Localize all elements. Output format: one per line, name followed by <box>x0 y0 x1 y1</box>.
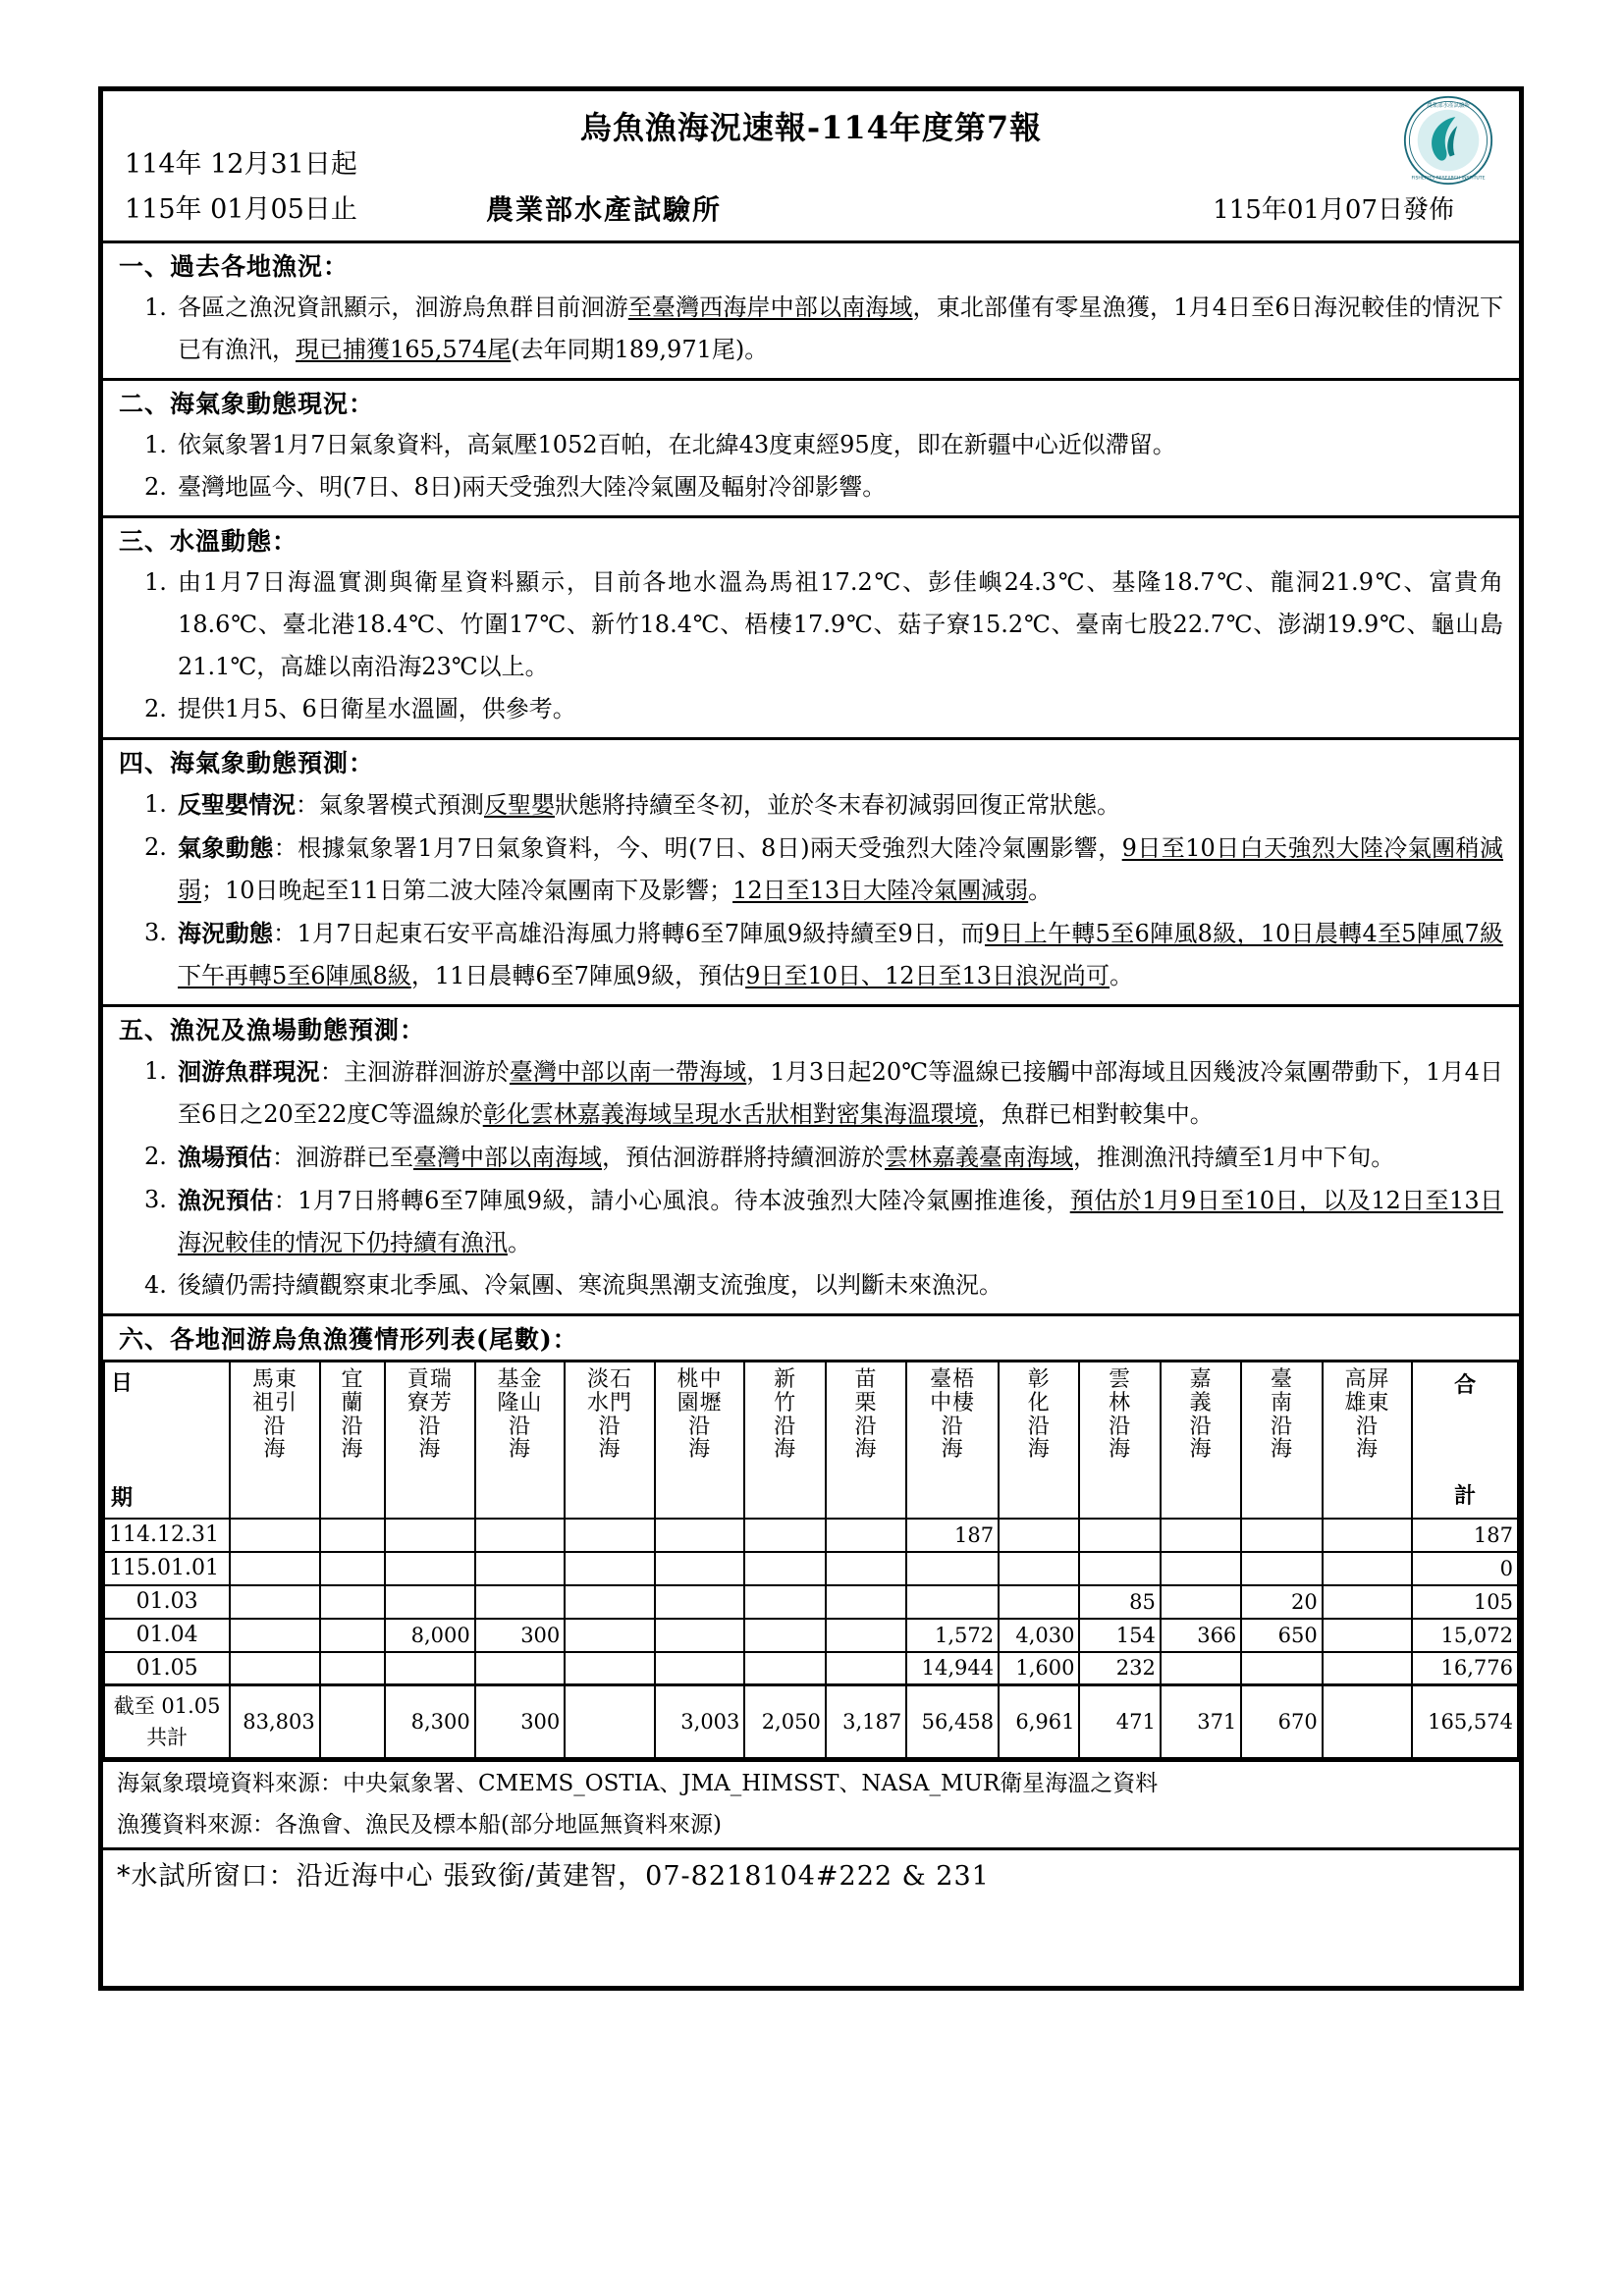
cell-catch-value: 1,572 <box>906 1619 999 1652</box>
cell-summary-value: 6,961 <box>999 1685 1079 1758</box>
col-header-date: 日 期 <box>104 1362 230 1519</box>
cell-catch-value <box>1323 1552 1413 1585</box>
list-item <box>119 561 1503 688</box>
cell-catch-value: 4,030 <box>999 1619 1079 1652</box>
cell-catch-value <box>565 1552 655 1585</box>
list-item <box>119 1050 1503 1136</box>
cell-catch-value <box>385 1585 475 1619</box>
table-row <box>104 1519 1518 1552</box>
cell-catch-value <box>1241 1652 1322 1685</box>
col-header-matsu-dongyin: 馬東 祖引 沿 海 <box>230 1362 320 1519</box>
cell-catch-value: 20 <box>1241 1585 1322 1619</box>
cell-catch-value <box>655 1585 745 1619</box>
table-row <box>104 1652 1518 1685</box>
cell-catch-value <box>1323 1652 1413 1685</box>
cell-catch-value <box>565 1585 655 1619</box>
col-header-taichung-wuqi: 臺梧 中棲 沿 海 <box>906 1362 999 1519</box>
col-header-kaohsiung-pingtung: 高屏 雄東 沿 海 <box>1323 1362 1413 1519</box>
cell-catch-value <box>744 1585 825 1619</box>
cell-catch-value: 154 <box>1079 1619 1160 1652</box>
cell-catch-value <box>655 1552 745 1585</box>
col-header-miaoli: 苗 栗 沿 海 <box>826 1362 906 1519</box>
cell-catch-value <box>565 1619 655 1652</box>
list-item-number: 1. <box>144 790 167 818</box>
cell-catch-value <box>1323 1519 1413 1552</box>
cell-catch-value: 8,000 <box>385 1619 475 1652</box>
cell-catch-value <box>385 1552 475 1585</box>
section-contact <box>103 1850 1519 1903</box>
cell-catch-value <box>1241 1519 1322 1552</box>
cell-summary-value <box>565 1685 655 1758</box>
col-header-changhua: 彰 化 沿 海 <box>999 1362 1079 1519</box>
cell-date: 01.03 <box>104 1585 230 1619</box>
list-item-number: 3. <box>144 1186 167 1213</box>
cell-catch-value <box>826 1552 906 1585</box>
table-row <box>104 1585 1518 1619</box>
cell-catch-value <box>826 1652 906 1685</box>
table-body <box>104 1519 1518 1758</box>
list-item-text: 海況動態：1月7日起東石安平高雄沿海風力將轉6至7陣風9級持續至9日，而9日上午轉5至6陣風8級，10日晨轉4至5陣風7級下午再轉5至6陣風8級，11日晨轉6至7陣風9級，預估9日至10日、12日至13日浪況尚可。 <box>178 919 1503 989</box>
cell-summary-value: 371 <box>1161 1685 1241 1758</box>
cell-summary-value: 300 <box>475 1685 566 1758</box>
list-item-text: 提供1月5、6日衛星水溫圖，供參考。 <box>178 695 576 722</box>
cell-catch-value <box>655 1619 745 1652</box>
cell-catch-value: 187 <box>906 1519 999 1552</box>
cell-catch-value <box>230 1619 320 1652</box>
section-meteorological-forecast <box>103 740 1519 1007</box>
cell-catch-value <box>1161 1652 1241 1685</box>
list-item-number: 4. <box>144 1271 167 1299</box>
col-header-hsinchu: 新 竹 沿 海 <box>744 1362 825 1519</box>
list-item-text: 由1月7日海溫實測與衛星資料顯示，目前各地水溫為馬祖17.2℃、彭佳嶼24.3℃、基隆18.7℃、龍洞21.9℃、富貴角18.6℃、臺北港18.4℃、竹圍17℃、新竹18.4℃、梧棲17.9℃、菇子寮15.2℃、臺南七股22.7℃、澎湖19.9℃、龜山島21.1℃，高雄以南沿海23℃以上。 <box>178 568 1503 680</box>
list-item-number: 1. <box>144 568 167 596</box>
cell-catch-value: 300 <box>475 1619 566 1652</box>
cell-catch-value <box>320 1619 385 1652</box>
cell-catch-value <box>1161 1552 1241 1585</box>
cell-catch-value <box>1323 1585 1413 1619</box>
cell-catch-value <box>475 1652 566 1685</box>
catch-table <box>103 1360 1519 1759</box>
period-start: 114年 12月31日起 <box>125 149 357 180</box>
cell-date: 01.04 <box>104 1619 230 1652</box>
list-item <box>119 912 1503 997</box>
cell-row-total: 16,776 <box>1412 1652 1518 1685</box>
cell-catch-value <box>320 1552 385 1585</box>
cell-catch-value <box>999 1552 1079 1585</box>
cell-summary-value: 2,050 <box>744 1685 825 1758</box>
section-title: 一、過去各地漁況： <box>119 252 350 281</box>
col-header-gongliao-ruifang: 貢瑞 寮芳 沿 海 <box>385 1362 475 1519</box>
cell-catch-value <box>385 1519 475 1552</box>
cell-catch-value <box>230 1652 320 1685</box>
table-header-row <box>104 1362 1518 1519</box>
period-end: 115年 01月05日止 <box>125 194 357 225</box>
list-item-text: 後續仍需持續觀察東北季風、冷氣團、寒流與黑潮支流強度，以判斷未來漁況。 <box>178 1271 1002 1299</box>
page-title: 烏魚漁海況速報-114年度第7報 <box>579 109 1043 146</box>
list-item <box>119 1264 1503 1307</box>
svg-text:農業部水產試驗所: 農業部水產試驗所 <box>1426 102 1471 109</box>
list-item <box>119 688 1503 730</box>
agency-name: 農業部水產試驗所 <box>486 193 723 226</box>
list-item <box>119 827 1503 912</box>
list-item-text: 漁況預估：1月7日將轉6至7陣風9級，請小心風浪。待本波強烈大陸冷氣團推進後，預估於1月9日至10日，以及12日至13日海況較佳的情況下仍持續有漁汛。 <box>178 1186 1504 1256</box>
cell-catch-value <box>655 1652 745 1685</box>
cell-catch-value <box>230 1519 320 1552</box>
list-item-number: 1. <box>144 431 167 458</box>
list-item-text: 洄游魚群現況：主洄游群洄游於臺灣中部以南一帶海域，1月3日起20℃等溫線已接觸中部海域且因幾波冷氣團帶動下，1月4日至6日之20至22度C等溫線於彰化雲林嘉義海域呈現水舌狀相對密集海溫環境，魚群已相對較集中。 <box>178 1057 1504 1128</box>
cell-catch-value: 232 <box>1079 1652 1160 1685</box>
cell-summary-value: 56,458 <box>906 1685 999 1758</box>
table-row <box>104 1619 1518 1652</box>
list-item-number: 2. <box>144 833 167 861</box>
section-title: 六、各地洄游烏魚漁獲情形列表(尾數)： <box>119 1325 578 1354</box>
list-item-number: 3. <box>144 919 167 946</box>
report-header <box>103 91 1519 243</box>
cell-catch-value <box>565 1519 655 1552</box>
contact-line: *水試所窗口：沿近海中心 張致銜/黃建智，07-8218104#222 & 231 <box>117 1860 990 1892</box>
cell-summary-value: 3,187 <box>826 1685 906 1758</box>
cell-catch-value <box>826 1585 906 1619</box>
section-catch-table <box>103 1316 1519 1762</box>
cell-summary-value: 471 <box>1079 1685 1160 1758</box>
cell-catch-value <box>320 1519 385 1552</box>
cell-catch-value <box>906 1552 999 1585</box>
source-line-environment: 海氣象環境資料來源：中央氣象署、CMEMS_OSTIA、JMA_HIMSST、NASA_MUR衛星海溫之資料 <box>117 1770 1159 1796</box>
col-header-taoyuan-zhongli: 桃中 園壢 沿 海 <box>655 1362 745 1519</box>
cell-summary-value: 3,003 <box>655 1685 745 1758</box>
cell-catch-value <box>475 1552 566 1585</box>
list-item-text: 臺灣地區今、明(7日、8日)兩天受強烈大陸冷氣團及輻射冷卻影響。 <box>178 473 887 501</box>
cell-catch-value <box>1323 1619 1413 1652</box>
cell-catch-value <box>1161 1585 1241 1619</box>
section-title: 四、海氣象動態預測： <box>119 749 375 777</box>
section-meteorological-status <box>103 381 1519 518</box>
cell-row-total: 0 <box>1412 1552 1518 1585</box>
list-item-number: 1. <box>144 294 167 321</box>
table-summary-row <box>104 1685 1518 1758</box>
list-item <box>119 287 1503 371</box>
cell-catch-value <box>999 1519 1079 1552</box>
list-item <box>119 783 1503 827</box>
section-data-sources <box>103 1762 1519 1850</box>
cell-catch-value <box>385 1652 475 1685</box>
cell-catch-value <box>744 1552 825 1585</box>
cell-catch-value <box>826 1519 906 1552</box>
cell-catch-value <box>1079 1519 1160 1552</box>
source-line-catch: 漁獲資料來源：各漁會、漁民及標本船(部分地區無資料來源) <box>117 1811 722 1838</box>
section-title: 五、漁況及漁場動態預測： <box>119 1016 426 1044</box>
col-header-yunlin: 雲 林 沿 海 <box>1079 1362 1160 1519</box>
cell-catch-value <box>565 1652 655 1685</box>
cell-catch-value: 1,600 <box>999 1652 1079 1685</box>
table-row <box>104 1552 1518 1585</box>
cell-catch-value: 650 <box>1241 1619 1322 1652</box>
cell-catch-value <box>320 1585 385 1619</box>
publish-date: 115年01月07日發佈 <box>1213 195 1454 225</box>
cell-catch-value <box>320 1652 385 1685</box>
list-item <box>119 466 1503 508</box>
cell-catch-value <box>826 1619 906 1652</box>
section-title: 二、海氣象動態現況： <box>119 390 375 418</box>
cell-catch-value <box>1161 1519 1241 1552</box>
list-item-text: 氣象動態：根據氣象署1月7日氣象資料，今、明(7日、8日)兩天受強烈大陸冷氣團影響，9日至10日白天強烈大陸冷氣團稍減弱；10日晚起至11日第二波大陸冷氣團南下及影響；12日至13日大陸冷氣團減弱。 <box>178 833 1504 904</box>
col-header-yilan: 宜 蘭 沿 海 <box>320 1362 385 1519</box>
list-item-number: 1. <box>144 1057 167 1085</box>
cell-catch-value: 366 <box>1161 1619 1241 1652</box>
svg-text:FISHERIES RESEARCH INSTITUTE: FISHERIES RESEARCH INSTITUTE <box>1411 176 1486 182</box>
cell-row-total: 105 <box>1412 1585 1518 1619</box>
col-header-chiayi: 嘉 義 沿 海 <box>1161 1362 1241 1519</box>
cell-catch-value <box>230 1585 320 1619</box>
report-period <box>125 142 357 233</box>
section-water-temperature <box>103 518 1519 740</box>
cell-catch-value: 85 <box>1079 1585 1160 1619</box>
list-item <box>119 1136 1503 1179</box>
cell-summary-value <box>1323 1685 1413 1758</box>
list-item-text: 漁場預估：洄游群已至臺灣中部以南海域，預估洄游群將持續洄游於雲林嘉義臺南海域，推測漁汛持續至1月中下旬。 <box>178 1143 1395 1171</box>
cell-row-total: 187 <box>1412 1519 1518 1552</box>
list-item-text: 各區之漁況資訊顯示，洄游烏魚群目前洄游至臺灣西海岸中部以南海域，東北部僅有零星漁獲，1月4日至6日海況較佳的情況下已有漁汛，現已捕獲165,574尾(去年同期189,971尾)。 <box>178 294 1504 363</box>
cell-catch-value <box>655 1519 745 1552</box>
cell-catch-value <box>1241 1552 1322 1585</box>
section-past-fishing-conditions <box>103 243 1519 381</box>
col-header-total: 合 計 <box>1412 1362 1518 1519</box>
cell-summary-value <box>320 1685 385 1758</box>
list-item-text: 依氣象署1月7日氣象資料，高氣壓1052百帕，在北緯43度東經95度，即在新疆中心近似滯留。 <box>178 431 1176 458</box>
cell-date: 114.12.31 <box>104 1519 230 1552</box>
cell-summary-label: 截至 01.05 共計 <box>104 1685 230 1758</box>
section-title: 三、水溫動態： <box>119 527 298 556</box>
section-fishing-forecast <box>103 1007 1519 1316</box>
col-header-tamsui-shimen: 淡石 水門 沿 海 <box>565 1362 655 1519</box>
cell-catch-value <box>1079 1552 1160 1585</box>
list-item-number: 2. <box>144 473 167 501</box>
list-item <box>119 1179 1503 1264</box>
cell-date: 115.01.01 <box>104 1552 230 1585</box>
cell-catch-value <box>906 1585 999 1619</box>
list-item-number: 2. <box>144 695 167 722</box>
cell-row-total: 15,072 <box>1412 1619 1518 1652</box>
cell-summary-value: 83,803 <box>230 1685 320 1758</box>
cell-catch-value <box>999 1585 1079 1619</box>
cell-catch-value <box>475 1585 566 1619</box>
cell-summary-value: 8,300 <box>385 1685 475 1758</box>
cell-catch-value <box>744 1652 825 1685</box>
list-item <box>119 424 1503 466</box>
cell-catch-value: 14,944 <box>906 1652 999 1685</box>
cell-catch-value <box>744 1519 825 1552</box>
cell-catch-value <box>230 1552 320 1585</box>
list-item-number: 2. <box>144 1143 167 1170</box>
cell-summary-value: 670 <box>1241 1685 1322 1758</box>
cell-grand-total: 165,574 <box>1412 1685 1518 1758</box>
fisheries-research-institute-seal-icon <box>1403 95 1493 186</box>
list-item-text: 反聖嬰情況：氣象署模式預測反聖嬰狀態將持續至冬初，並於冬末春初減弱回復正常狀態。 <box>178 790 1120 819</box>
cell-date: 01.05 <box>104 1652 230 1685</box>
cell-catch-value <box>475 1519 566 1552</box>
col-header-keelung-jinshan: 基金 隆山 沿 海 <box>475 1362 566 1519</box>
report-frame <box>98 86 1524 1991</box>
col-header-tainan: 臺 南 沿 海 <box>1241 1362 1322 1519</box>
cell-catch-value <box>744 1619 825 1652</box>
